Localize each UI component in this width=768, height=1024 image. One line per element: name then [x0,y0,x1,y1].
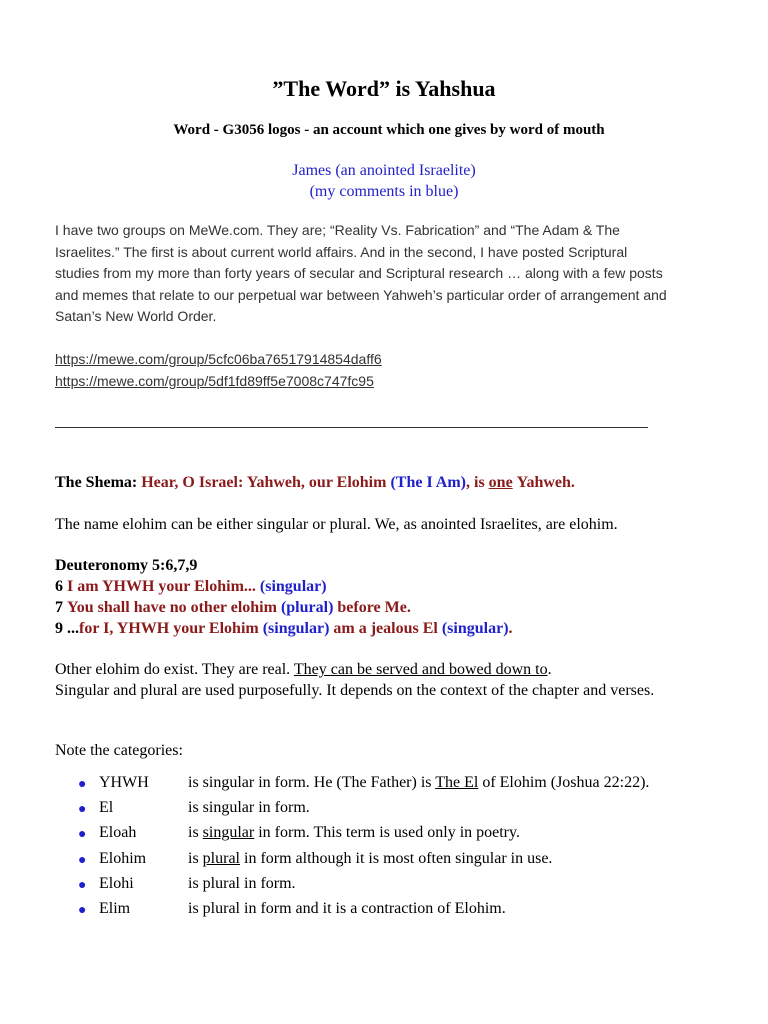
desc-text: is plural in form and it is a contraction of Elohim. [188,899,506,917]
elohim-note: The name elohim can be either singular or plural. We, as anointed Israelites, are elohim. [55,516,618,533]
verse-comment: (plural) [280,599,334,616]
mewe-link-1[interactable]: https://mewe.com/group/5cfc06ba76517914854daff6 [55,351,382,367]
list-item [78,875,649,900]
desc-underlined: The El [435,774,479,791]
desc-underlined: plural [202,849,240,867]
verse-text: before Me. [337,599,411,616]
list-item [78,774,649,799]
categories-heading: Note the categories: [55,742,183,759]
desc-text: is singular in form. [188,799,310,817]
author-line: James (an anointed Israelite) [292,162,476,179]
verse-9 [55,618,513,639]
verse-num: 7 [55,599,63,616]
desc-text: in form although it is most often singular in use. [240,849,553,867]
list-item [78,799,649,824]
category-term: El [99,799,114,817]
other-end: . [547,661,552,678]
desc-text: of Elohim (Joshua 22:22). [478,774,650,791]
verse-text: am a jealous El [333,620,438,637]
verse-text: for I, YHWH your Elohim [79,620,259,637]
verse-6 [55,576,513,597]
bullet-icon: ● [78,802,87,818]
bullet-icon: ● [78,902,87,918]
verse-7 [55,597,513,618]
group-links [55,349,382,392]
category-desc [188,774,649,792]
desc-text: is [188,849,203,867]
bullet-icon: ● [78,827,87,843]
list-item [78,824,649,849]
shema-text-2: , is [466,474,485,491]
other-line-1 [55,659,695,680]
list-item [78,850,649,875]
desc-text: is plural in form. [188,874,296,892]
page-title: ”The Word” is Yahshua [272,76,496,101]
category-desc [188,900,506,918]
intro-paragraph: I have two groups on MeWe.com. They are; “Reality Vs. Fabrication” and “The Adam & The Israelites.” The first is about current world affairs. And in the second, I have posted Scriptural studies from my more than forty years of secular and Scriptural research … along with a few posts and memes that relate to our perpetual war between Yahweh’s particular order of arrangement and Satan’s New World Order. [55,222,667,324]
mewe-link-2[interactable]: https://mewe.com/group/5df1fd89ff5e7008c747fc95 [55,372,374,389]
other-text: Other elohim do exist. They are real. [55,661,291,678]
verse-num: 6 [55,578,63,595]
category-desc [188,799,310,817]
desc-text: is [188,824,203,842]
list-item [78,900,649,925]
shema-one: one [488,474,513,491]
category-term: Elohi [99,874,134,892]
verse-text: You shall have no other elohim [67,599,277,616]
comment-note: (my comments in blue) [309,183,459,200]
shema-line [55,472,575,493]
bullet-icon: ● [78,777,87,792]
shema-comment: (The I Am) [390,474,466,491]
deut-heading: Deuteronomy 5:6,7,9 [55,557,198,574]
category-desc [188,850,552,868]
shema-end: Yahweh. [516,474,575,491]
desc-text: is singular in form. He (The Father) is [188,774,436,791]
category-term: Eloah [99,824,137,842]
category-term: Elohim [99,849,147,867]
other-line-2: Singular and plural are used purposefully. It depends on the context of the chapter and verses. [55,682,655,699]
deuteronomy-block [55,555,513,639]
verse-comment: (singular) [259,578,327,595]
subtitle: Word - G3056 logos - an account which one gives by word of mouth [173,122,605,138]
category-term: YHWH [99,774,149,791]
category-term: Elim [99,899,131,917]
bullet-icon: ● [78,877,87,893]
other-elohim-paragraph [55,659,695,701]
divider-line [55,417,648,428]
verse-comment: (singular) [262,620,330,637]
desc-underlined: singular [202,824,255,842]
category-desc [188,875,296,893]
desc-text: in form. This term is used only in poetry. [254,824,520,842]
shema-text: Hear, O Israel: Yahweh, our Elohim [141,474,387,491]
other-underlined: They can be served and bowed down to [293,661,548,678]
bullet-icon: ● [78,852,87,868]
verse-comment: (singular) [441,620,509,637]
author-block [0,160,768,202]
categories-list [78,774,649,925]
verse-text: I am YHWH your Elohim... [67,578,256,595]
verse-end: . [508,620,513,637]
category-desc [188,824,520,842]
verse-num: 9 ... [55,620,79,637]
shema-label: The Shema: [55,474,138,491]
